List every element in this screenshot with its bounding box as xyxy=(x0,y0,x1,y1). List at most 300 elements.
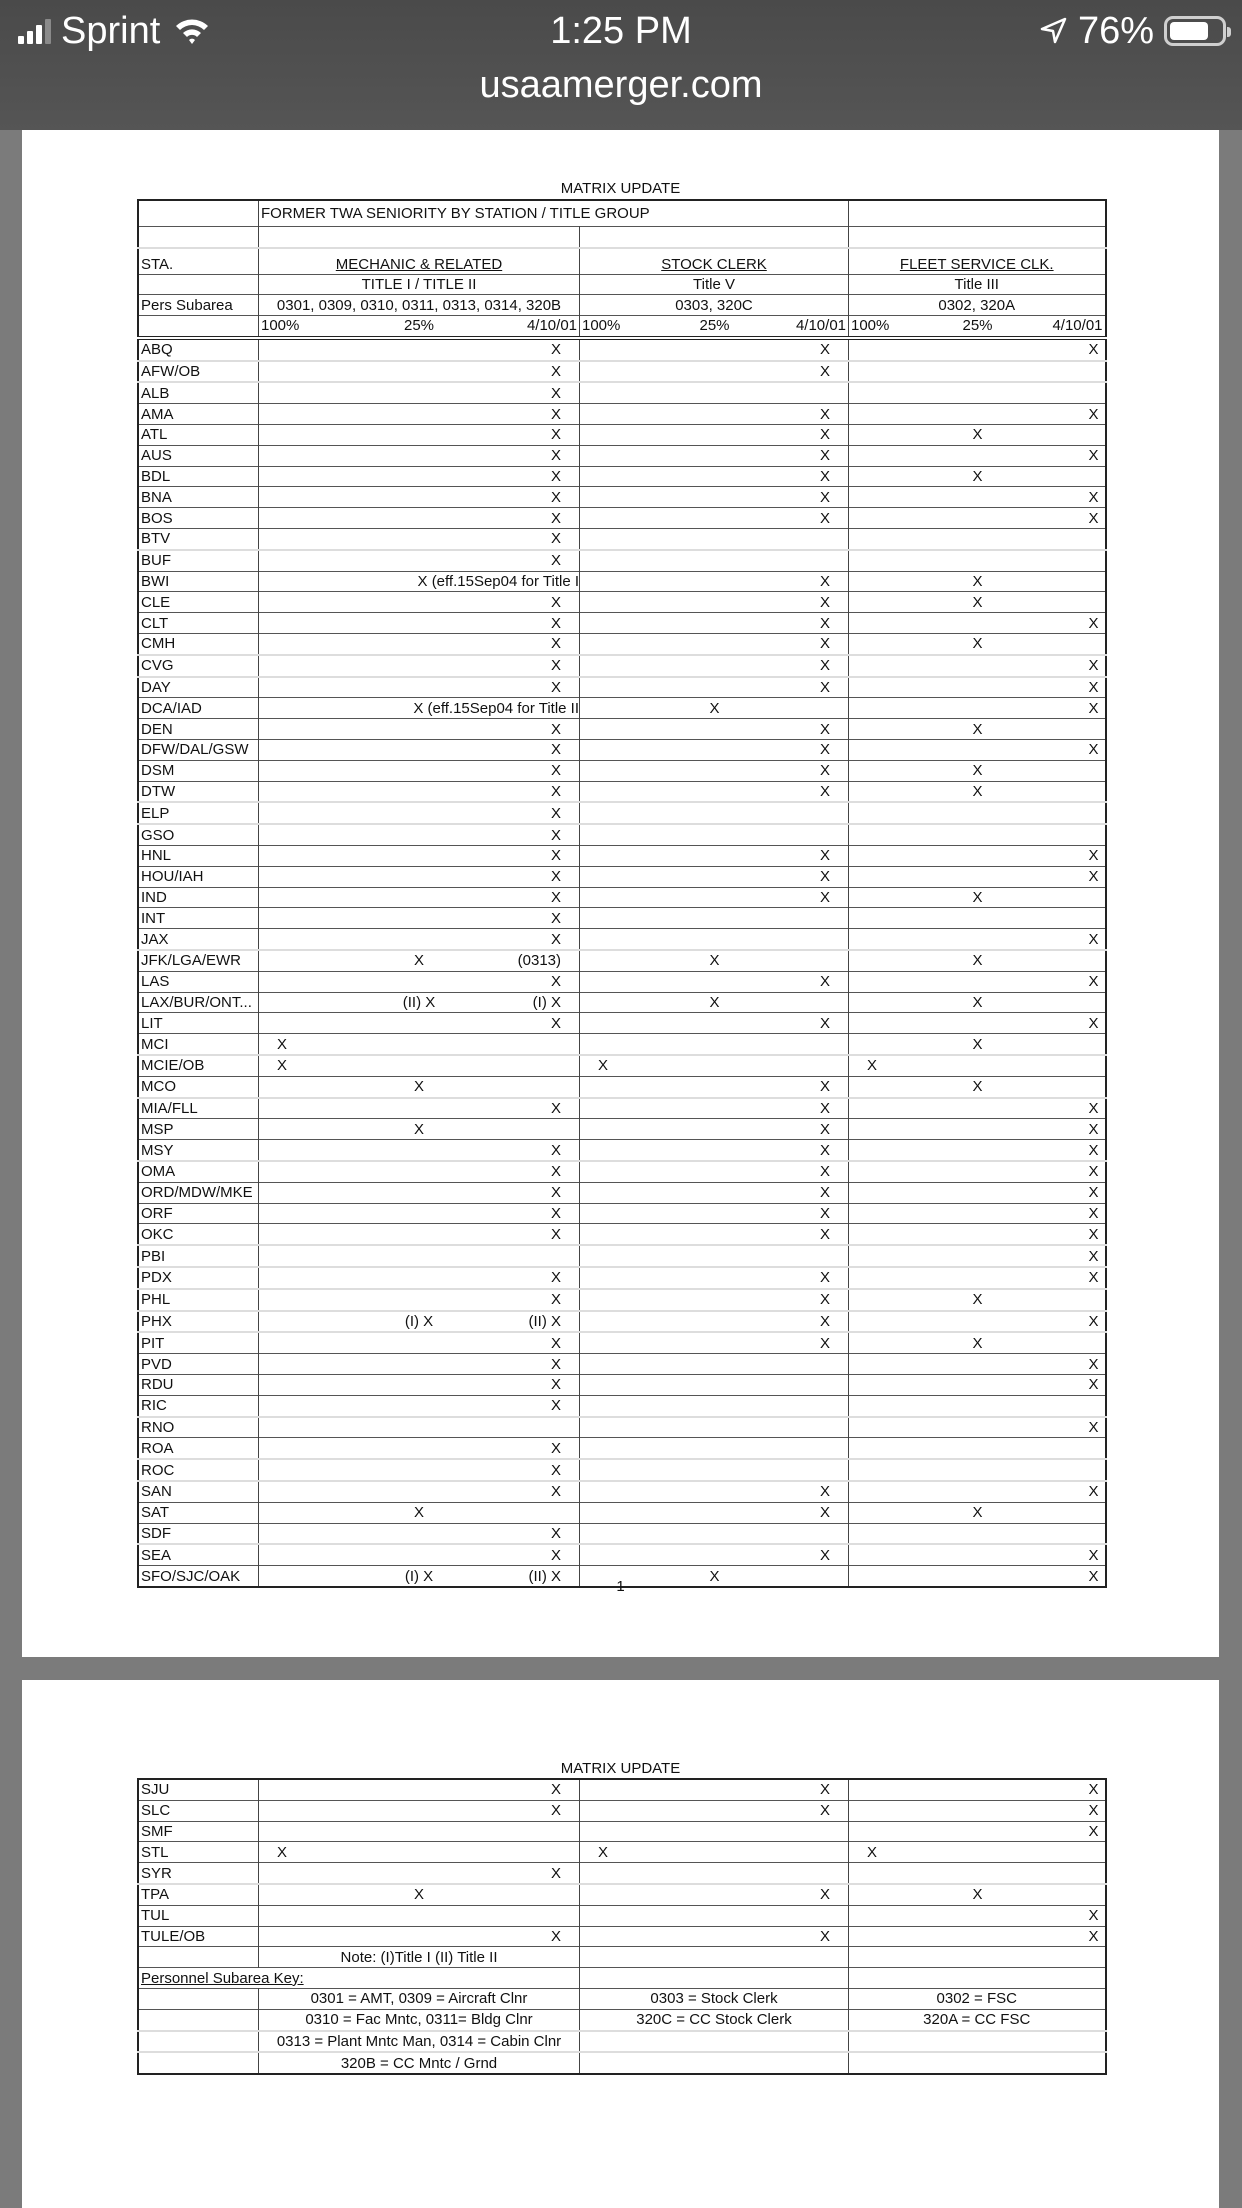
fleet-service-date-mark xyxy=(1021,887,1106,908)
page-number: 1 xyxy=(616,1578,625,1595)
stock-clerk-100-mark xyxy=(580,992,670,1013)
title-stock-clerk: Title V xyxy=(580,274,849,295)
stock-clerk-date-mark xyxy=(760,950,849,971)
table-row xyxy=(138,802,1106,824)
fleet-service-100-mark xyxy=(849,802,935,824)
mechanic-25-mark xyxy=(366,1013,473,1034)
fleet-service-date-mark: X xyxy=(1088,847,1099,865)
station-code: PVD xyxy=(138,1354,259,1375)
fleet-service-25-mark xyxy=(935,1013,1021,1034)
mechanic-date-mark: X xyxy=(473,740,580,761)
mechanic-date-mark xyxy=(473,1884,580,1905)
station-code: PBI xyxy=(138,1245,259,1267)
mechanic-date-mark: X xyxy=(473,1374,580,1395)
stock-clerk-100-mark xyxy=(580,824,670,845)
stock-clerk-100-mark xyxy=(580,1821,670,1842)
station-code: BWI xyxy=(138,571,259,592)
mechanic-100-mark xyxy=(259,1459,366,1481)
stock-clerk-25-mark xyxy=(670,1311,760,1333)
fleet-service-100-mark xyxy=(849,1203,935,1224)
stock-clerk-25-mark xyxy=(670,1842,760,1863)
fleet-service-100-mark xyxy=(849,1140,935,1161)
fleet-service-25-mark: X xyxy=(972,468,983,486)
mechanic-date-mark: (0313) xyxy=(473,950,580,971)
fleet-service-date-mark: X xyxy=(1088,405,1099,423)
mechanic-25-mark xyxy=(366,1395,473,1416)
mechanic-25-mark xyxy=(366,824,473,845)
station-code: DTW xyxy=(138,781,259,802)
fleet-service-date-mark: X xyxy=(1088,868,1099,886)
mechanic-date-mark: X xyxy=(473,1332,580,1353)
fleet-service-100-mark xyxy=(849,338,935,361)
mechanic-100-mark xyxy=(259,1395,366,1416)
station-code: LAX/BUR/ONT... xyxy=(138,992,259,1013)
table-row xyxy=(138,1034,1106,1055)
mechanic-date-mark: X xyxy=(473,1182,580,1203)
mechanic-25-mark xyxy=(366,1245,473,1267)
stock-clerk-date-mark: X xyxy=(760,445,849,466)
fleet-service-100-mark xyxy=(849,655,935,677)
mechanic-100-mark xyxy=(259,1926,366,1947)
mechanic-25-mark xyxy=(366,634,473,655)
station-code: OMA xyxy=(138,1161,259,1182)
table-row xyxy=(138,404,1106,425)
mechanic-25-mark: X xyxy=(413,1120,424,1138)
stock-clerk-100-mark xyxy=(580,634,670,655)
stock-clerk-date-mark xyxy=(760,1438,849,1459)
mechanic-date-mark: X xyxy=(473,1140,580,1161)
mechanic-25-mark xyxy=(366,613,473,634)
stock-clerk-date-mark xyxy=(760,1354,849,1375)
mechanic-25-mark xyxy=(366,802,473,824)
table-row xyxy=(138,1842,1106,1863)
fleet-service-100-mark xyxy=(849,1863,935,1884)
mechanic-date-mark xyxy=(473,1417,580,1438)
mechanic-date-mark xyxy=(473,1905,580,1926)
fleet-service-date-mark: X xyxy=(1088,1802,1099,1820)
stock-clerk-date-mark: X xyxy=(760,781,849,802)
fleet-service-25-mark xyxy=(935,1905,1021,1926)
station-code: GSO xyxy=(138,824,259,845)
station-code: DSM xyxy=(138,760,259,781)
fleet-service-25-mark xyxy=(935,1779,1021,1800)
fleet-service-100-mark xyxy=(849,1182,935,1203)
fleet-service-date-mark: X xyxy=(1088,1781,1099,1799)
stock-clerk-25-mark xyxy=(670,1013,760,1034)
stock-clerk-25-mark xyxy=(670,361,760,383)
station-code: CLT xyxy=(138,613,259,634)
stock-clerk-date-mark: X xyxy=(760,1013,849,1034)
fleet-service-date-mark xyxy=(1021,802,1106,824)
mechanic-date-mark: X xyxy=(473,1438,580,1459)
stock-clerk-100-mark xyxy=(580,1311,670,1333)
fleet-service-date-mark xyxy=(1021,1055,1106,1076)
mechanic-25-mark xyxy=(366,1098,473,1119)
mechanic-25-mark xyxy=(366,1161,473,1182)
stock-clerk-100-mark xyxy=(580,508,670,529)
stock-clerk-date-mark: X xyxy=(760,487,849,508)
stock-clerk-date-mark: X xyxy=(760,1182,849,1203)
stock-clerk-date-mark xyxy=(760,550,849,571)
stock-clerk-100-mark xyxy=(580,425,670,446)
stock-clerk-25-mark xyxy=(670,1161,760,1182)
fleet-service-25-mark: X xyxy=(972,783,983,801)
fleet-service-100-mark xyxy=(849,1395,935,1416)
mechanic-25-mark xyxy=(366,382,473,403)
stock-clerk-25-mark xyxy=(670,404,760,425)
fleet-service-100-mark xyxy=(849,698,935,719)
fleet-service-100-mark xyxy=(849,1821,935,1842)
fleet-service-25-mark xyxy=(935,445,1021,466)
fleet-service-25-mark xyxy=(935,677,1021,698)
mechanic-date-mark: X xyxy=(473,760,580,781)
fleet-service-100-mark xyxy=(849,1076,935,1097)
stock-clerk-25-mark xyxy=(670,1354,760,1375)
table-row xyxy=(138,1884,1106,1905)
station-code: BDL xyxy=(138,466,259,487)
stock-clerk-25-mark xyxy=(670,1098,760,1119)
stock-clerk-100-mark xyxy=(580,1481,670,1502)
table-row xyxy=(138,1311,1106,1333)
stock-clerk-25-mark xyxy=(670,550,760,571)
fleet-service-25-mark: X xyxy=(972,762,983,780)
stock-clerk-25-mark xyxy=(670,1034,760,1055)
fleet-service-100-mark xyxy=(849,1417,935,1438)
table-row xyxy=(138,338,1106,361)
fleet-service-date-mark: X xyxy=(1088,1927,1099,1945)
stock-clerk-100-mark xyxy=(580,866,670,887)
station-code: SMF xyxy=(138,1821,259,1842)
stock-clerk-100-mark xyxy=(580,1245,670,1267)
stock-clerk-100-mark: X xyxy=(580,1842,670,1863)
fleet-service-25-mark xyxy=(935,1842,1021,1863)
fleet-service-25-mark xyxy=(935,1863,1021,1884)
stock-clerk-100-mark xyxy=(580,1013,670,1034)
stock-clerk-date-mark: X xyxy=(760,1502,849,1523)
mechanic-25-mark xyxy=(366,1800,473,1821)
stock-clerk-date-mark xyxy=(760,1842,849,1863)
mechanic-100-mark xyxy=(259,1884,366,1905)
stock-clerk-date-mark xyxy=(760,529,849,550)
fleet-service-date-mark: X xyxy=(1088,930,1099,948)
mechanic-date-mark: X xyxy=(473,802,580,824)
mechanic-25-mark xyxy=(366,1224,473,1245)
fleet-service-100-mark xyxy=(849,1224,935,1245)
subcol-25: 25% xyxy=(935,316,1021,338)
fleet-service-100-mark xyxy=(849,1374,935,1395)
stock-clerk-25-mark xyxy=(670,466,760,487)
mechanic-100-mark xyxy=(259,425,366,446)
mechanic-100-mark xyxy=(259,1502,366,1523)
fleet-service-date-mark: X xyxy=(1088,1822,1099,1840)
station-code: MSY xyxy=(138,1140,259,1161)
subcol-100: 100% xyxy=(849,316,935,338)
stock-clerk-25-mark xyxy=(670,1182,760,1203)
table-row xyxy=(138,1289,1106,1311)
sta-header: STA. xyxy=(138,248,259,274)
fleet-service-25-mark xyxy=(935,1821,1021,1842)
subcol-date: 4/10/01 xyxy=(473,316,580,338)
fleet-service-25-mark xyxy=(935,1374,1021,1395)
table-row xyxy=(138,740,1106,761)
table-row xyxy=(138,1926,1106,1947)
fleet-service-25-mark xyxy=(935,1800,1021,1821)
fleet-service-date-mark: X xyxy=(1088,1312,1099,1330)
table-row xyxy=(138,571,1106,592)
fleet-service-100-mark xyxy=(849,1034,935,1055)
mechanic-date-mark: X xyxy=(473,908,580,929)
mechanic-100-mark xyxy=(259,550,366,571)
status-right xyxy=(1038,8,1226,54)
mechanic-100-mark xyxy=(259,1289,366,1311)
fleet-service-100-mark xyxy=(849,445,935,466)
mechanic-date-mark: X xyxy=(473,846,580,867)
mechanic-25-mark xyxy=(366,1863,473,1884)
stock-clerk-100-mark xyxy=(580,1354,670,1375)
stock-clerk-date-mark xyxy=(760,908,849,929)
fleet-service-25-mark: X xyxy=(972,889,983,906)
stock-clerk-date-mark: X xyxy=(760,655,849,677)
mechanic-date-mark: X xyxy=(473,1098,580,1119)
station-code: PIT xyxy=(138,1332,259,1353)
table-row xyxy=(138,1119,1106,1140)
stock-clerk-date-mark: X xyxy=(760,1884,849,1905)
mechanic-date-mark xyxy=(473,1076,580,1097)
table-row xyxy=(138,425,1106,446)
mechanic-25-mark xyxy=(366,1055,473,1076)
fleet-service-date-mark xyxy=(1021,1438,1106,1459)
fleet-service-date-mark: X xyxy=(1088,509,1099,527)
fleet-service-date-mark: X xyxy=(1088,1269,1099,1287)
stock-clerk-25-mark: X xyxy=(709,699,720,717)
mechanic-100-mark xyxy=(259,382,366,403)
stock-clerk-100-mark: X xyxy=(580,1055,670,1076)
stock-clerk-date-mark xyxy=(760,929,849,950)
station-code: SYR xyxy=(138,1863,259,1884)
fleet-service-25-mark: X xyxy=(972,1334,983,1352)
table-row xyxy=(138,1481,1106,1502)
fleet-service-date-mark: X xyxy=(1088,1141,1099,1159)
stock-clerk-25-mark xyxy=(670,781,760,802)
fleet-service-100-mark xyxy=(849,719,935,740)
pers-subarea-label: Pers Subarea xyxy=(138,295,259,316)
fleet-service-100-mark: X xyxy=(849,1055,935,1076)
table-row xyxy=(138,613,1106,634)
stock-clerk-date-mark xyxy=(760,1821,849,1842)
mechanic-25-mark xyxy=(366,1332,473,1353)
fleet-service-100-mark xyxy=(849,1905,935,1926)
station-code: LAS xyxy=(138,971,259,992)
stock-clerk-100-mark xyxy=(580,655,670,677)
table-row xyxy=(138,1267,1106,1289)
stock-clerk-100-mark xyxy=(580,1884,670,1905)
stock-clerk-25-mark xyxy=(670,971,760,992)
url-bar[interactable]: usaamerger.com xyxy=(479,64,763,106)
fleet-service-date-mark xyxy=(1021,908,1106,929)
fleet-service-25-mark: X xyxy=(972,426,983,444)
stock-clerk-100-mark xyxy=(580,929,670,950)
fleet-service-25-mark xyxy=(935,529,1021,550)
mechanic-25-mark xyxy=(366,1523,473,1544)
mechanic-25-mark xyxy=(366,846,473,867)
mechanic-100-mark xyxy=(259,1245,366,1267)
mechanic-25-mark xyxy=(366,1842,473,1863)
table-row xyxy=(138,781,1106,802)
fleet-service-100-mark xyxy=(849,760,935,781)
mechanic-date-mark: X xyxy=(473,887,580,908)
fleet-service-25-mark: X xyxy=(972,993,983,1011)
station-code: ALB xyxy=(138,382,259,403)
mechanic-date-mark: X xyxy=(473,508,580,529)
mechanic-100-mark xyxy=(259,802,366,824)
mechanic-date-mark: X xyxy=(473,1289,580,1311)
station-code: RNO xyxy=(138,1417,259,1438)
group-fleet-service: FLEET SERVICE CLK. xyxy=(899,255,1054,273)
stock-clerk-100-mark xyxy=(580,592,670,613)
stock-clerk-100-mark xyxy=(580,1438,670,1459)
fleet-service-25-mark xyxy=(935,487,1021,508)
clock: 1:25 PM xyxy=(550,10,692,52)
stock-clerk-100-mark xyxy=(580,1098,670,1119)
title-note: Note: (I)Title I (II) Title II xyxy=(259,1947,580,1968)
mechanic-date-mark: X xyxy=(473,529,580,550)
station-code: MCI xyxy=(138,1034,259,1055)
station-code: TUL xyxy=(138,1905,259,1926)
table-row xyxy=(138,971,1106,992)
stock-clerk-25-mark xyxy=(670,1884,760,1905)
fleet-service-100-mark xyxy=(849,425,935,446)
fleet-service-date-mark xyxy=(1021,1459,1106,1481)
stock-clerk-100-mark xyxy=(580,613,670,634)
stock-clerk-date-mark: X xyxy=(760,404,849,425)
mechanic-25-mark: (I) X xyxy=(404,1312,434,1330)
station-code: RIC xyxy=(138,1395,259,1416)
mechanic-25-mark: X xyxy=(413,1886,424,1904)
mechanic-date-mark: X xyxy=(473,866,580,887)
stock-clerk-100-mark xyxy=(580,719,670,740)
mechanic-date-mark: X xyxy=(473,466,580,487)
mechanic-25-mark xyxy=(366,550,473,571)
station-code: BUF xyxy=(138,550,259,571)
station-code: HOU/IAH xyxy=(138,866,259,887)
mechanic-date-mark xyxy=(473,1502,580,1523)
mechanic-25-mark xyxy=(366,466,473,487)
table-row xyxy=(138,698,1106,719)
fleet-service-date-mark xyxy=(1021,466,1106,487)
fleet-service-date-mark: X xyxy=(1088,679,1099,697)
fleet-service-date-mark xyxy=(1021,1076,1106,1097)
station-code: IND xyxy=(138,887,259,908)
mechanic-date-mark: X xyxy=(473,677,580,698)
stock-clerk-100-mark xyxy=(580,571,670,592)
stock-clerk-25-mark: X xyxy=(709,993,720,1011)
mechanic-date-mark: X xyxy=(473,425,580,446)
stock-clerk-date-mark: X xyxy=(760,338,849,361)
mechanic-25-mark xyxy=(366,1905,473,1926)
stock-clerk-date-mark xyxy=(760,1905,849,1926)
mechanic-date-mark: X xyxy=(473,592,580,613)
stock-clerk-25-mark xyxy=(670,1438,760,1459)
station-code: SAT xyxy=(138,1502,259,1523)
table-row xyxy=(138,361,1106,383)
stock-clerk-100-mark xyxy=(580,950,670,971)
mechanic-100-mark xyxy=(259,1863,366,1884)
mechanic-25-mark xyxy=(366,1779,473,1800)
mechanic-25-mark xyxy=(366,404,473,425)
stock-clerk-100-mark xyxy=(580,1076,670,1097)
fleet-service-date-mark xyxy=(1021,1395,1106,1416)
stock-clerk-100-mark xyxy=(580,1905,670,1926)
mechanic-date-mark: X xyxy=(473,929,580,950)
stock-clerk-date-mark: X xyxy=(760,1779,849,1800)
fleet-service-25-mark xyxy=(935,1311,1021,1333)
fleet-service-date-mark: X xyxy=(1088,973,1099,991)
fleet-service-date-mark: X xyxy=(1088,341,1099,359)
fleet-service-date-mark: X xyxy=(1088,1483,1099,1501)
mechanic-25-mark xyxy=(366,1267,473,1289)
mechanic-date-mark: X xyxy=(473,1395,580,1416)
table-row xyxy=(138,1863,1106,1884)
fleet-service-date-mark xyxy=(1021,1884,1106,1905)
battery-fill xyxy=(1170,22,1208,40)
fleet-service-25-mark xyxy=(935,698,1021,719)
mechanic-date-mark xyxy=(473,1055,580,1076)
table-row xyxy=(138,866,1106,887)
title-mechanic: TITLE I / TITLE II xyxy=(259,274,580,295)
fleet-service-25-mark xyxy=(935,740,1021,761)
stock-clerk-date-mark: X xyxy=(760,1098,849,1119)
subcol-100: 100% xyxy=(580,316,670,338)
station-code: DEN xyxy=(138,719,259,740)
table-row xyxy=(138,445,1106,466)
stock-clerk-25-mark xyxy=(670,677,760,698)
fleet-service-100-mark xyxy=(849,1502,935,1523)
mechanic-25-mark: (II) X xyxy=(402,993,436,1011)
stock-clerk-25-mark xyxy=(670,1395,760,1416)
fleet-service-100-mark xyxy=(849,466,935,487)
stock-clerk-date-mark: X xyxy=(760,592,849,613)
stock-clerk-date-mark xyxy=(760,1034,849,1055)
table-row xyxy=(138,1417,1106,1438)
stock-clerk-25-mark xyxy=(670,1332,760,1353)
fleet-service-date-mark xyxy=(1021,1842,1106,1863)
station-code: OKC xyxy=(138,1224,259,1245)
table-row xyxy=(138,1459,1106,1481)
key-mechanic-4: 320B = CC Mntc / Grnd xyxy=(259,2052,580,2074)
mechanic-note: X (eff.15Sep04 for Title I xyxy=(259,571,580,592)
stock-clerk-date-mark: X xyxy=(760,760,849,781)
mechanic-25-mark xyxy=(366,445,473,466)
mechanic-100-mark xyxy=(259,866,366,887)
stock-clerk-100-mark xyxy=(580,781,670,802)
table-row xyxy=(138,1098,1106,1119)
station-code: ROC xyxy=(138,1459,259,1481)
fleet-service-100-mark xyxy=(849,740,935,761)
group-stock-clerk: STOCK CLERK xyxy=(661,255,767,273)
table-row xyxy=(138,760,1106,781)
stock-clerk-100-mark xyxy=(580,1224,670,1245)
fleet-service-100-mark xyxy=(849,1800,935,1821)
fleet-service-100-mark xyxy=(849,1245,935,1267)
mechanic-date-mark: X xyxy=(473,382,580,403)
stock-clerk-date-mark xyxy=(760,1863,849,1884)
fleet-service-100-mark xyxy=(849,550,935,571)
fleet-service-date-mark: X xyxy=(1088,447,1099,465)
stock-clerk-date-mark: X xyxy=(760,466,849,487)
stock-clerk-25-mark xyxy=(670,382,760,403)
table-row xyxy=(138,1779,1106,1800)
fleet-service-25-mark xyxy=(935,1224,1021,1245)
